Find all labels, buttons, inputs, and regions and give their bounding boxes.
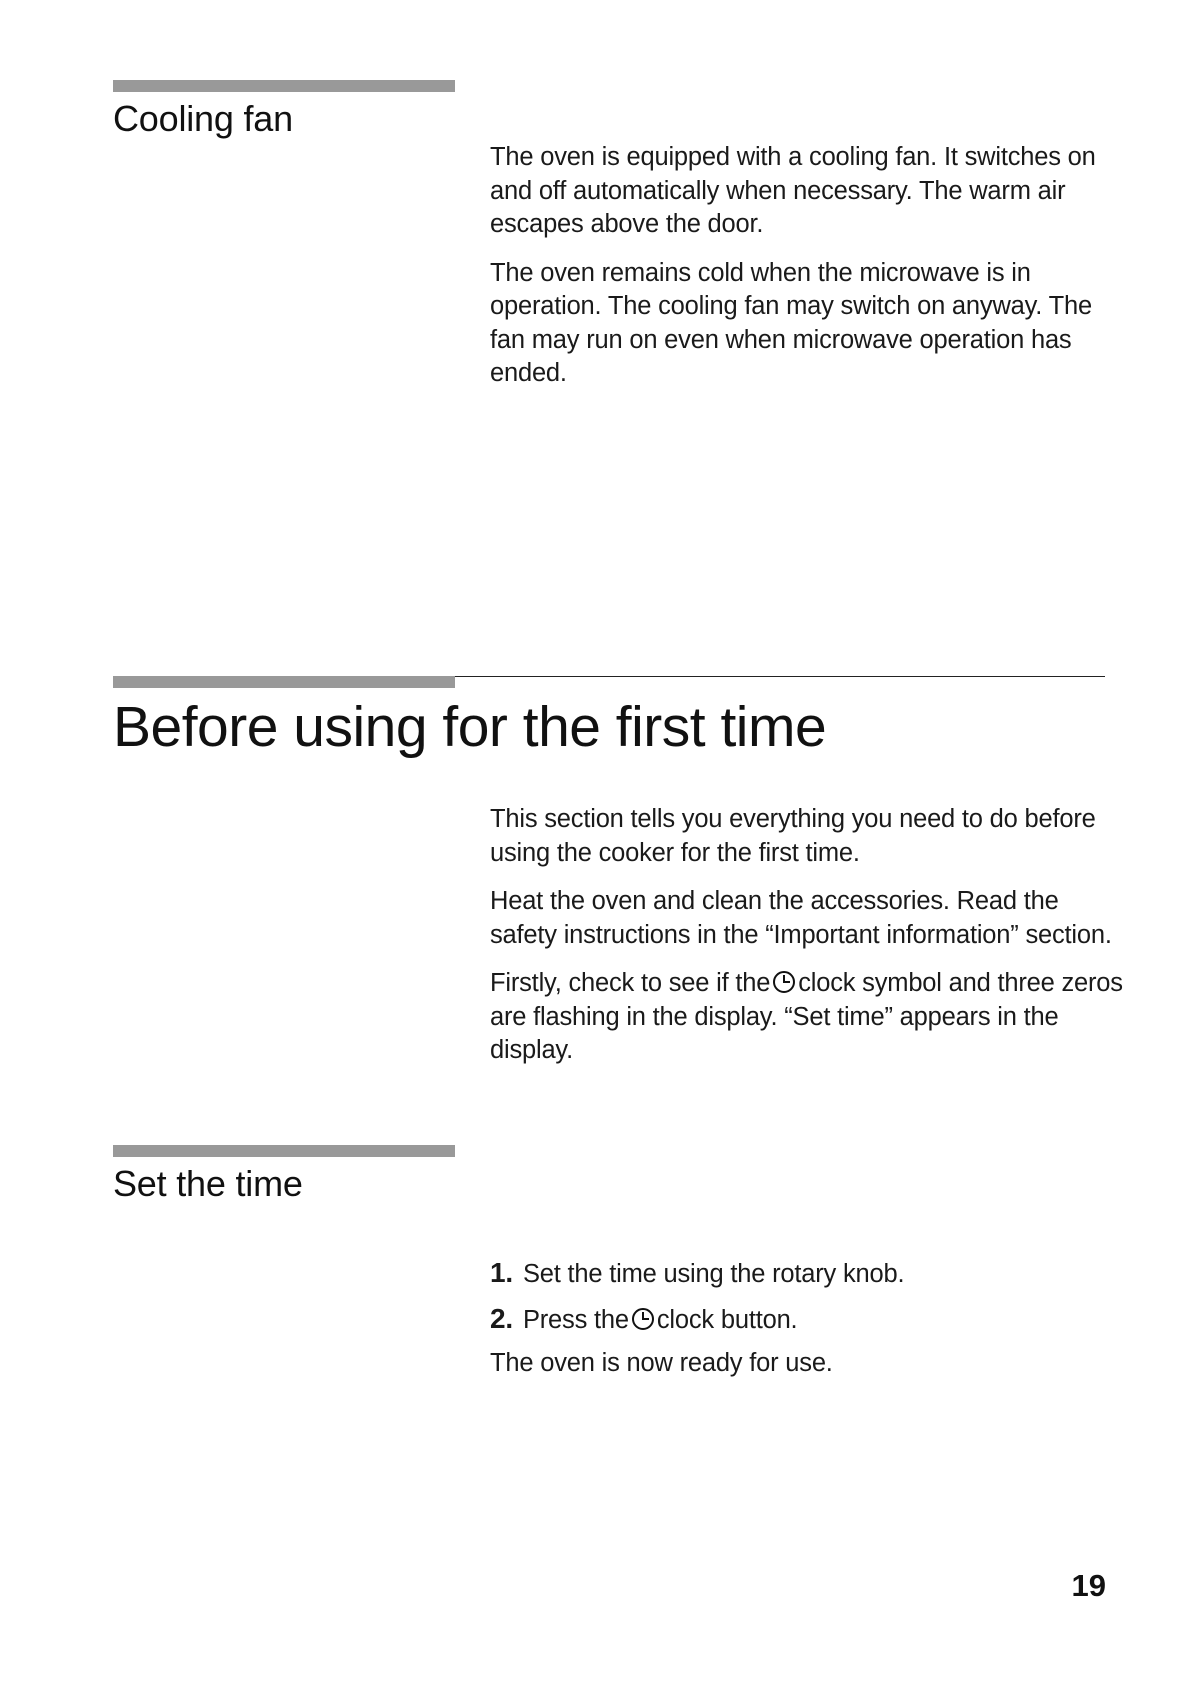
paragraph: The oven is equipped with a cooling fan. It switches on and off automatically when necessary. The warm air escapes above the door. bbox=[490, 143, 1096, 238]
step-text: Set the time using the rotary knob. bbox=[522, 1260, 905, 1288]
step-number: 1. bbox=[490, 1257, 513, 1288]
page-number: 19 bbox=[1071, 1568, 1106, 1603]
result-text: The oven is now ready for use. bbox=[490, 1349, 833, 1377]
paragraph-clock bbox=[490, 967, 1130, 1068]
heading-set-time: Set the time bbox=[113, 1163, 303, 1204]
section-rule bbox=[455, 676, 1105, 677]
step-item bbox=[490, 1256, 1130, 1292]
paragraph-text: clock symbol and three zeros are flashing in the display. “Set time” appears in the display. bbox=[490, 969, 1123, 1064]
clock-icon bbox=[772, 970, 796, 994]
step-number: 2. bbox=[490, 1302, 513, 1334]
paragraph: The oven remains cold when the microwave is in operation. The cooling fan may switch on anyway. The fan may run on even when microwave operation has ended. bbox=[490, 258, 1092, 387]
set-time-steps bbox=[490, 1256, 1130, 1396]
step-text bbox=[523, 1304, 798, 1338]
section-bar-cooling-fan bbox=[113, 80, 455, 92]
step-item bbox=[490, 1302, 1130, 1338]
cooling-fan-text bbox=[490, 141, 1130, 406]
heading-before-first-use: Before using for the first time bbox=[113, 695, 827, 759]
clock-icon bbox=[631, 1307, 655, 1331]
heading-cooling-fan: Cooling fan bbox=[113, 98, 293, 139]
section-bar-set-time bbox=[113, 1145, 455, 1157]
before-first-use-text bbox=[490, 803, 1130, 1083]
paragraph: This section tells you everything you need to do before using the cooker for the first time. bbox=[490, 805, 1096, 867]
section-bar-before-first-use bbox=[113, 676, 455, 688]
paragraph-text: Firstly, check to see if the bbox=[490, 969, 771, 997]
step-text-part: Press the bbox=[522, 1305, 629, 1334]
paragraph: Heat the oven and clean the accessories. Read the safety instructions in the “Important information” section. bbox=[490, 887, 1112, 949]
step-text-part: clock button. bbox=[656, 1305, 798, 1334]
